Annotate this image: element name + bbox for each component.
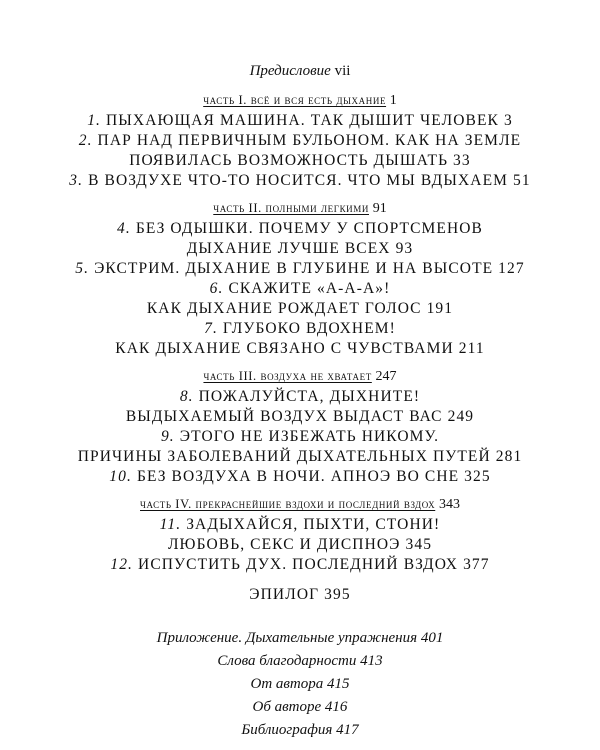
epilogue-entry[interactable] bbox=[0, 585, 600, 605]
chapter-title-continued: КАК ДЫХАНИЕ РОЖДАЕТ ГОЛОС 191 bbox=[146, 300, 454, 317]
authors-note-entry[interactable] bbox=[0, 674, 600, 694]
chapter-entry-7-continued[interactable] bbox=[0, 339, 600, 359]
chapter-title-continued: КАК ДЫХАНИЕ СВЯЗАНО С ЧУВСТВАМИ 211 bbox=[115, 340, 485, 357]
chapter-entry-4-continued[interactable] bbox=[0, 239, 600, 259]
chapter-entry-1[interactable] bbox=[0, 111, 600, 131]
chapter-entry-2[interactable] bbox=[0, 131, 600, 151]
chapter-entry-11-continued[interactable] bbox=[0, 535, 600, 555]
part-title: часть IV. прекраснейшие вздохи и последний вздох bbox=[140, 497, 436, 511]
chapter-number: 11. bbox=[159, 516, 182, 533]
chapter-title: ПАР НАД ПЕРВИЧНЫМ БУЛЬОНОМ. КАК НА ЗЕМЛЕ bbox=[97, 132, 522, 149]
chapter-number: 12. bbox=[110, 556, 134, 573]
chapter-title: ЗАДЫХАЙСЯ, ПЫХТИ, СТОНИ! bbox=[186, 516, 441, 533]
chapter-number: 1. bbox=[87, 112, 102, 129]
chapter-title: ПЫХАЮЩАЯ МАШИНА. ТАК ДЫШИТ ЧЕЛОВЕК 3 bbox=[106, 112, 513, 129]
about-author-entry[interactable] bbox=[0, 697, 600, 717]
part-heading-1[interactable] bbox=[0, 90, 600, 111]
chapter-title-continued: ДЫХАНИЕ ЛУЧШЕ ВСЕХ 93 bbox=[186, 240, 414, 257]
part-page: 1 bbox=[389, 93, 397, 108]
chapter-entry-9-continued[interactable] bbox=[0, 447, 600, 467]
acknowledgements-entry[interactable] bbox=[0, 651, 600, 671]
chapter-number: 2. bbox=[78, 132, 93, 149]
part-page: 343 bbox=[438, 497, 460, 512]
chapter-entry-6-continued[interactable] bbox=[0, 299, 600, 319]
back-matter-label: Слова благодарности 413 bbox=[217, 653, 383, 669]
chapter-title: ИСПУСТИТЬ ДУХ. ПОСЛЕДНИЙ ВЗДОХ 377 bbox=[138, 556, 490, 573]
chapter-entry-3[interactable] bbox=[0, 171, 600, 191]
preface-page: vii bbox=[334, 63, 351, 79]
part-page: 247 bbox=[375, 369, 397, 384]
chapter-title-continued: ПОЯВИЛАСЬ ВОЗМОЖНОСТЬ ДЫШАТЬ 33 bbox=[129, 152, 471, 169]
back-matter-label: От автора 415 bbox=[250, 676, 350, 692]
chapter-entry-2-continued[interactable] bbox=[0, 151, 600, 171]
chapter-number: 4. bbox=[117, 220, 131, 237]
chapter-entry-4[interactable] bbox=[0, 219, 600, 239]
chapter-title: ЭТОГО НЕ ИЗБЕЖАТЬ НИКОМУ. bbox=[179, 428, 440, 445]
epilogue-label: ЭПИЛОГ 395 bbox=[249, 586, 351, 603]
chapter-entry-9[interactable] bbox=[0, 427, 600, 447]
chapter-title-continued: ПРИЧИНЫ ЗАБОЛЕВАНИЙ ДЫХАТЕЛЬНЫХ ПУТЕЙ 281 bbox=[77, 448, 523, 465]
chapter-title: В ВОЗДУХЕ ЧТО-ТО НОСИТСЯ. ЧТО МЫ ВДЫХАЕМ 51 bbox=[88, 172, 531, 189]
chapter-entry-12[interactable] bbox=[0, 555, 600, 575]
chapter-number: 7. bbox=[204, 320, 218, 337]
appendix-entry[interactable] bbox=[0, 628, 600, 648]
chapter-number: 5. bbox=[75, 260, 90, 277]
chapter-title-continued: ВЫДЫХАЕМЫЙ ВОЗДУХ ВЫДАСТ ВАС 249 bbox=[125, 408, 475, 425]
chapter-title: ГЛУБОКО ВДОХНЕМ! bbox=[222, 320, 396, 337]
part-title: часть III. воздуха не хватает bbox=[203, 369, 372, 383]
chapter-entry-8[interactable] bbox=[0, 387, 600, 407]
part-heading-4[interactable] bbox=[0, 494, 600, 515]
chapter-number: 10. bbox=[109, 468, 132, 485]
chapter-number: 8. bbox=[179, 388, 194, 405]
preface-label: Предисловие bbox=[249, 63, 331, 79]
chapter-entry-5[interactable] bbox=[0, 259, 600, 279]
chapter-title: СКАЖИТЕ «А-А-А»! bbox=[228, 280, 391, 297]
part-page: 91 bbox=[372, 201, 387, 216]
chapter-title: БЕЗ ВОЗДУХА В НОЧИ. АПНОЭ ВО СНЕ 325 bbox=[136, 468, 491, 485]
back-matter-label: Об авторе 416 bbox=[252, 699, 348, 715]
preface-entry[interactable] bbox=[0, 61, 600, 81]
chapter-number: 6. bbox=[209, 280, 224, 297]
chapter-entry-7[interactable] bbox=[0, 319, 600, 339]
chapter-entry-10[interactable] bbox=[0, 467, 600, 487]
chapter-entry-11[interactable] bbox=[0, 515, 600, 535]
chapter-title-continued: ЛЮБОВЬ, СЕКС И ДИСПНОЭ 345 bbox=[167, 536, 433, 553]
chapter-number: 9. bbox=[160, 428, 175, 445]
chapter-entry-8-continued[interactable] bbox=[0, 407, 600, 427]
bibliography-entry[interactable] bbox=[0, 720, 600, 740]
chapter-entry-6[interactable] bbox=[0, 279, 600, 299]
back-matter-label: Библиография 417 bbox=[241, 722, 359, 738]
chapter-title: БЕЗ ОДЫШКИ. ПОЧЕМУ У СПОРТСМЕНОВ bbox=[135, 220, 483, 237]
chapter-number: 3. bbox=[69, 172, 84, 189]
part-title: часть II. полными легкими bbox=[213, 201, 369, 215]
back-matter-label: Приложение. Дыхательные упражнения 401 bbox=[156, 630, 444, 646]
chapter-title: ЭКСТРИМ. ДЫХАНИЕ В ГЛУБИНЕ И НА ВЫСОТЕ 127 bbox=[94, 260, 525, 277]
part-heading-2[interactable] bbox=[0, 198, 600, 219]
part-heading-3[interactable] bbox=[0, 366, 600, 387]
chapter-title: ПОЖАЛУЙСТА, ДЫХНИТЕ! bbox=[198, 388, 421, 405]
part-title: часть I. всё и вся есть дыхание bbox=[203, 93, 387, 107]
